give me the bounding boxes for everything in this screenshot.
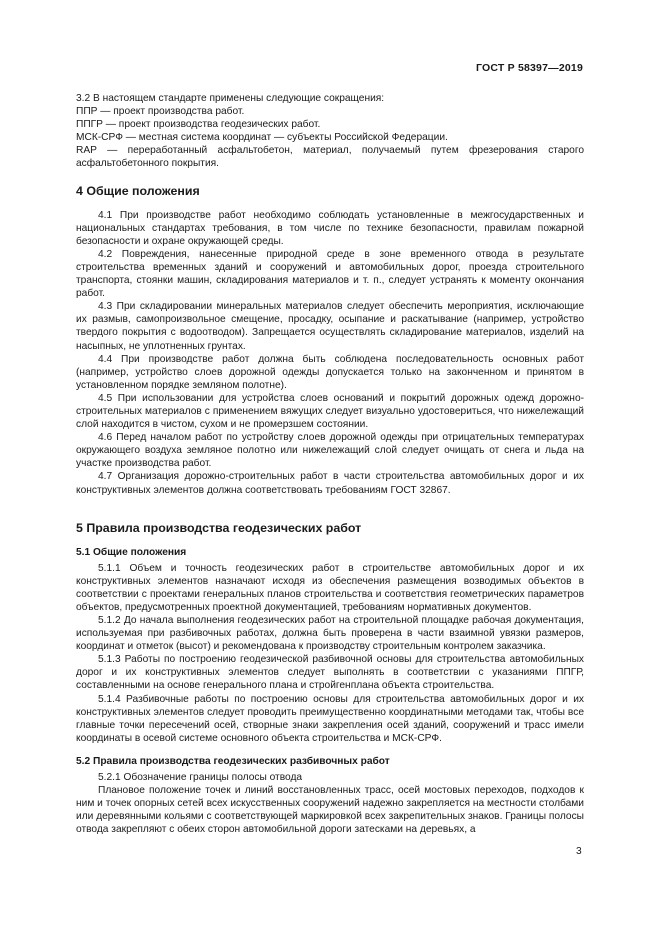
paragraph-4-3: 4.3 При складировании минеральных материалов следует обеспечить мероприятия, исключающие их размыв, самопроизвольное смещение, просадку, осыпание и раскатывание (например, устройство твердого покрытия с водоотводом). Запрещается осуществлять складирование материалов, изделий на насыпных, не уплотненных грунтах. xyxy=(76,301,584,352)
abbreviation-item: МСК-СРФ — местная система координат — субъекты Российской Федерации. xyxy=(76,132,448,144)
paragraph-4-6: 4.6 Перед началом работ по устройству слоев дорожной одежды при отрицательных температурах окружающего воздуха земляное полотно или нижележащий слой следует очищать от снега и льда на участке производства работ. xyxy=(76,432,584,470)
abbreviation-item: ППР — проект производства работ. xyxy=(76,106,245,118)
paragraph-4-7: 4.7 Организация дорожно-строительных работ в части строительства автомобильных дорог и их конструктивных элементов должна соответствовать требованиям ГОСТ 32867. xyxy=(76,471,584,496)
paragraph-5-1-3: 5.1.3 Работы по построению геодезической разбивочной основы для строительства автомобильных дорог и их конструктивных элементов следует выполнять в соответствии с указаниями ППГР, составленными на основе генерального плана и стройгенплана объекта строительства. xyxy=(76,654,584,692)
abbreviation-item: RAP — переработанный асфальтобетон, материал, получаемый путем фрезерования старого асфальтобетонного покрытия. xyxy=(76,145,584,170)
page-number: 3 xyxy=(576,846,582,857)
paragraph-4-4: 4.4 При производстве работ должна быть соблюдена последовательность основных работ (например, устройство слоев дорожной одежды допускается только на законченном и принятом в установленном порядке земляном полотне). xyxy=(76,353,584,391)
paragraph-5-1-1: 5.1.1 Объем и точность геодезических работ в строительстве автомобильных дорог и их конструктивных элементов назначают исходя из обеспечения размещения возводимых объектов в соответствии с проектами генеральных планов строительства и соответствия геометрических параметров объектов, предусмотренных проектной документацией, требованиям нормативных документов. xyxy=(76,562,584,613)
section-4-heading: 4 Общие положения xyxy=(76,183,200,198)
section-5-heading: 5 Правила производства геодезических работ xyxy=(76,520,362,535)
abbreviations-intro: 3.2 В настоящем стандарте применены следующие сокращения: xyxy=(76,93,385,104)
paragraph-5-2-1: 5.2.1 Обозначение границы полосы отвода xyxy=(98,771,303,783)
paragraph-5-2-1-body: Плановое положение точек и линий восстановленных трасс, осей мостовых переходов, подходов к ним и точек опорных сетей всех искусственных сооружений надежно закрепляется на местности столбами или деревянными кольями с соответствующей маркировкой всех закрепительных знаков. Границы полосы отвода закрепляют с обеих сторон автомобильной дороги затесками на деревьях, а xyxy=(76,785,584,836)
page-content xyxy=(76,92,584,836)
abbreviation-item: ППГР — проект производства геодезических работ. xyxy=(76,119,321,131)
paragraph-5-1-4: 5.1.4 Разбивочные работы по построению основы для строительства автомобильных дорог и их конструктивных элементов следует проводить преимущественно координатными методами так, чтобы все главные точки пересечений осей, створные знаки закрепления осей зданий, сооружений и трасс имели координаты в осевой системе основного объекта строительства и МСК-СРФ. xyxy=(76,693,584,744)
subsection-5-1-heading: 5.1 Общие положения xyxy=(76,546,187,558)
paragraph-4-5: 4.5 При использовании для устройства слоев оснований и покрытий дорожных одежд дорожно-строительных материалов с применением вяжущих следует визуально удостовериться, что нижележащий слой находится в чистом, сухом и не промерзшем состоянии. xyxy=(76,392,584,431)
paragraph-4-1: 4.1 При производстве работ необходимо соблюдать установленные в межгосударственных и национальных стандартах требования, в том числе по технике безопасности, правилам пожарной безопасности и охране окружающей среды. xyxy=(76,209,584,247)
subsection-5-2-heading: 5.2 Правила производства геодезических разбивочных работ xyxy=(76,755,390,767)
paragraph-5-1-2: 5.1.2 До начала выполнения геодезических работ на строительной площадке рабочая документация, используемая при разбивочных работах, должна быть проверена в части взаимной увязки размеров, координат и отметок (высот) и рекомендована к производству строительным контролем заказчика. xyxy=(76,615,584,653)
paragraph-4-2: 4.2 Повреждения, нанесенные природной среде в зоне временного отвода в результате строительства временных зданий и сооружений и автомобильных дорог, проезда строительного транспорта, стоянки машин, складирования материалов и т. п., следует устранять к моменту окончания работ. xyxy=(76,248,584,300)
standard-code-header: ГОСТ Р 58397—2019 xyxy=(475,62,583,74)
